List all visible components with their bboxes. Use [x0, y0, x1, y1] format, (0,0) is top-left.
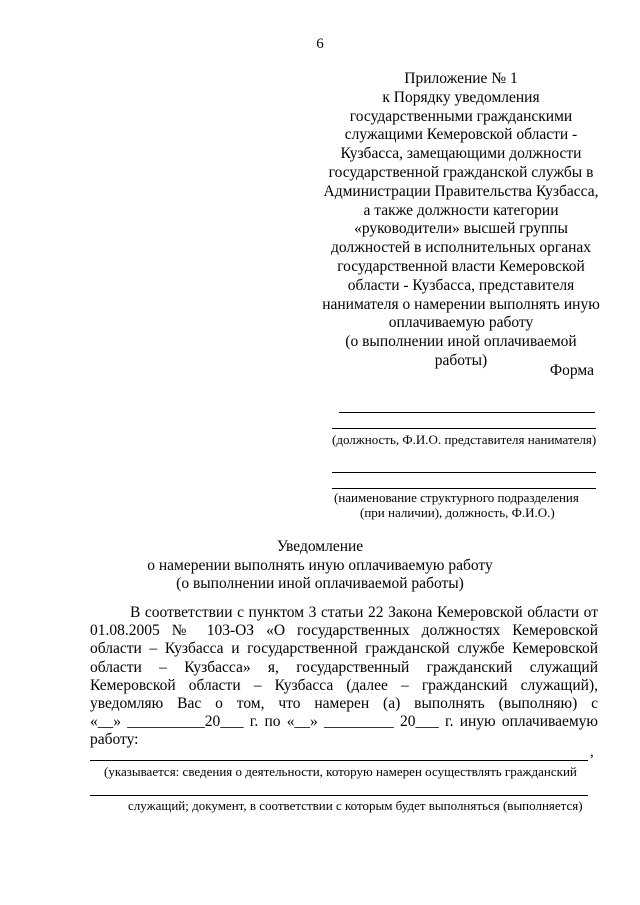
notice-title — [0, 538, 640, 594]
body-line: 01.08.2005 № 103-ОЗ «О государственных должностях Кемеровской — [90, 622, 598, 640]
employee-blank-line-1 — [332, 472, 596, 473]
appendix-line: (о выполнении иной оплачиваемой — [345, 333, 577, 351]
appendix-line: области - Кузбасса, представителя — [347, 276, 575, 294]
appendix-line: оплачиваемую работу — [388, 314, 534, 332]
employer-caption: (должность, Ф.И.О. представителя нанимателя) — [332, 432, 597, 447]
document-caption: служащий; документ, в соответствии с которым будет выполняться (выполняется) — [128, 798, 583, 813]
appendix-line: должностей в исполнительных органах — [331, 239, 591, 257]
employer-blank-line-1 — [339, 412, 595, 413]
appendix-line: государственной власти Кемеровской — [337, 257, 585, 275]
body-line: области – Кузбасса» я, государственный гражданский служащий — [90, 658, 598, 676]
body-line: области – Кузбасса и государственной гражданской службе Кемеровской — [90, 640, 598, 658]
appendix-line: Приложение № 1 — [404, 70, 518, 87]
body-line: работу: — [90, 731, 139, 749]
appendix-line: Кузбасса, замещающими должности — [340, 145, 582, 163]
notice-title-line: о намерении выполнять иную оплачиваемую работу — [147, 556, 493, 574]
notice-title-line: (о выполнении иной оплачиваемой работы) — [176, 575, 464, 592]
appendix-line: работы) — [434, 351, 488, 369]
body-line: уведомляю Вас о том, что намерен (а) выполнять (выполняю) с — [90, 695, 598, 713]
appendix-line: служащими Кемеровской области - — [344, 126, 578, 144]
appendix-line: Администрации Правительства Кузбасса, — [323, 182, 599, 200]
appendix-line: нанимателя о намерении выполнять иную — [322, 295, 600, 313]
appendix-line: к Порядку уведомления — [382, 88, 540, 106]
trailing-comma: , — [590, 744, 594, 760]
document-blank-line — [90, 795, 588, 796]
activity-caption: (указывается: сведения о деятельности, которую намерен осуществлять гражданский — [104, 764, 577, 779]
employee-caption-line1: (наименование структурного подразделения — [334, 490, 579, 505]
form-label: Форма — [549, 362, 594, 379]
body-line: Кемеровской области – Кузбасса (далее – гражданский служащий), — [90, 676, 598, 694]
appendix-line: а также должности категории — [363, 201, 559, 219]
notice-title-line: Уведомление — [276, 538, 364, 555]
employee-blank-line-2 — [332, 488, 596, 489]
activity-blank-line — [90, 760, 588, 761]
body-line: В соответствии с пунктом 3 статьи 22 Закона Кемеровской области от — [130, 604, 598, 621]
notice-body — [90, 604, 598, 750]
appendix-line: государственной гражданской службы в — [328, 163, 594, 181]
employee-caption-line2: (при наличии), должность, Ф.И.О.) — [360, 505, 555, 520]
appendix-line: «руководители» высшей группы — [354, 220, 568, 238]
appendix-line: государственными гражданскими — [349, 107, 573, 125]
page-number: 6 — [316, 36, 324, 52]
employer-blank-line-2 — [332, 428, 596, 429]
appendix-header — [316, 70, 606, 371]
body-line: «__» __________20___ г. по «__» _________ 20___ г. иную оплачиваемую — [90, 713, 598, 731]
